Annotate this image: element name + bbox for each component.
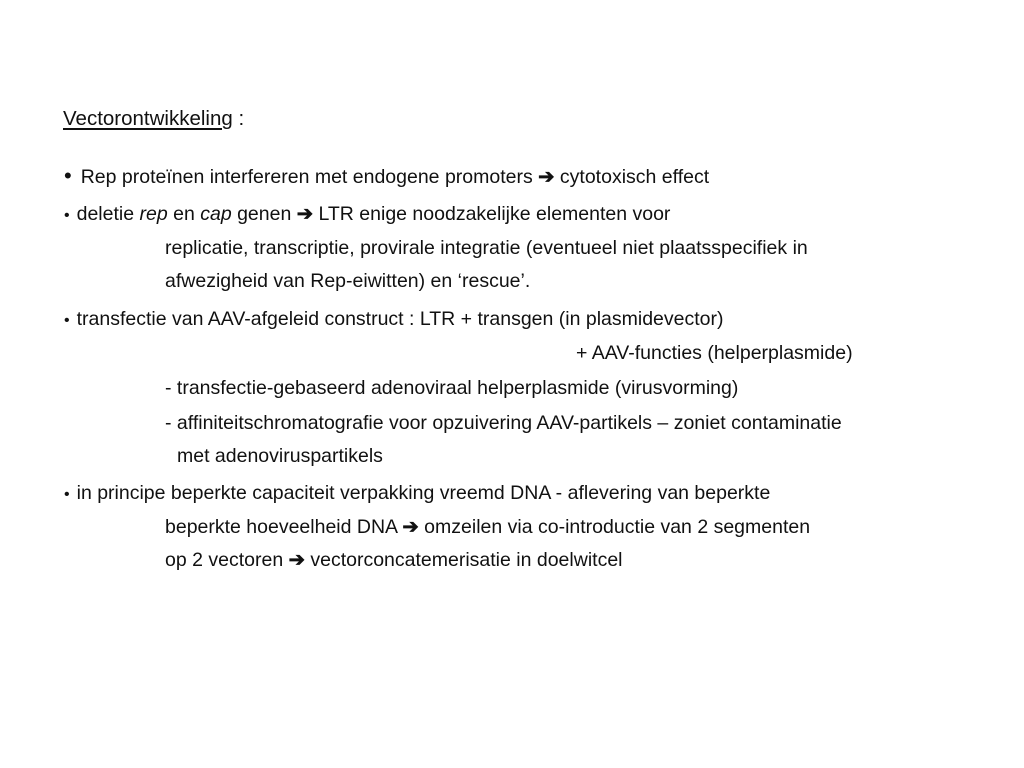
bullet-dot: •: [64, 163, 72, 188]
bullet-4-cont-2-text-a: op 2 vectoren: [165, 549, 289, 571]
bullet-item-1: [64, 164, 709, 189]
bullet-4-cont-1-text-a: beperkte hoeveelheid DNA: [165, 516, 403, 538]
bullet-4-cont-1-text-b: omzeilen via co-introductie van 2 segmenten: [418, 516, 811, 538]
slide-title: [63, 107, 244, 131]
bullet-1-text-b: cytotoxisch effect: [554, 166, 710, 188]
bullet-item-3: [64, 307, 724, 333]
bullet-4-text-a: in principe beperkte capaciteit verpakking vreemd DNA - aflevering van beperkte: [76, 482, 771, 504]
bullet-2-text-a: deletie: [76, 203, 140, 225]
bullet-3-sub-item-2-continuation: met adenoviruspartikels: [177, 445, 383, 467]
bullet-1-text-a: Rep proteïnen interfereren met endogene promoters: [80, 166, 539, 188]
bullet-3-plus-line: + AAV-functies (helperplasmide): [576, 342, 853, 364]
bullet-3-sub-item-2: - affiniteitschromatografie voor opzuivering AAV-partikels – zoniet contaminatie: [165, 412, 842, 434]
bullet-4-cont-2-text-b: vectorconcatemerisatie in doelwitcel: [304, 549, 623, 571]
bullet-dot: •: [64, 207, 70, 224]
right-arrow-icon: ➔: [538, 166, 555, 188]
right-arrow-icon: ➔: [402, 516, 419, 538]
title-text: Vectorontwikkeling: [63, 107, 233, 130]
right-arrow-icon: ➔: [288, 549, 305, 571]
bullet-2-text-b: en: [167, 203, 201, 225]
right-arrow-icon: ➔: [296, 203, 314, 225]
bullet-item-2: [64, 202, 670, 228]
title-colon: :: [232, 107, 245, 130]
bullet-3-text-a: transfectie van AAV-afgeleid construct : LTR + transgen (in plasmidevector): [76, 308, 724, 330]
bullet-2-italic-rep: rep: [139, 203, 168, 225]
bullet-4-continuation-2: [165, 548, 623, 572]
bullet-dot: •: [64, 486, 70, 503]
bullet-4-continuation-1: [165, 515, 810, 539]
bullet-item-4: [64, 481, 770, 507]
bullet-2-italic-cap: cap: [200, 203, 232, 225]
bullet-2-continuation-1: replicatie, transcriptie, provirale integratie (eventueel niet plaatsspecifiek in: [165, 237, 808, 259]
bullet-2-continuation-2: afwezigheid van Rep-eiwitten) en ‘rescue’.: [165, 270, 531, 292]
bullet-3-sub-item-1: - transfectie-gebaseerd adenoviraal helperplasmide (virusvorming): [165, 377, 739, 399]
bullet-2-text-d: LTR enige noodzakelijke elementen voor: [313, 203, 671, 225]
bullet-2-text-c: genen: [231, 203, 297, 225]
bullet-dot: •: [64, 312, 70, 329]
